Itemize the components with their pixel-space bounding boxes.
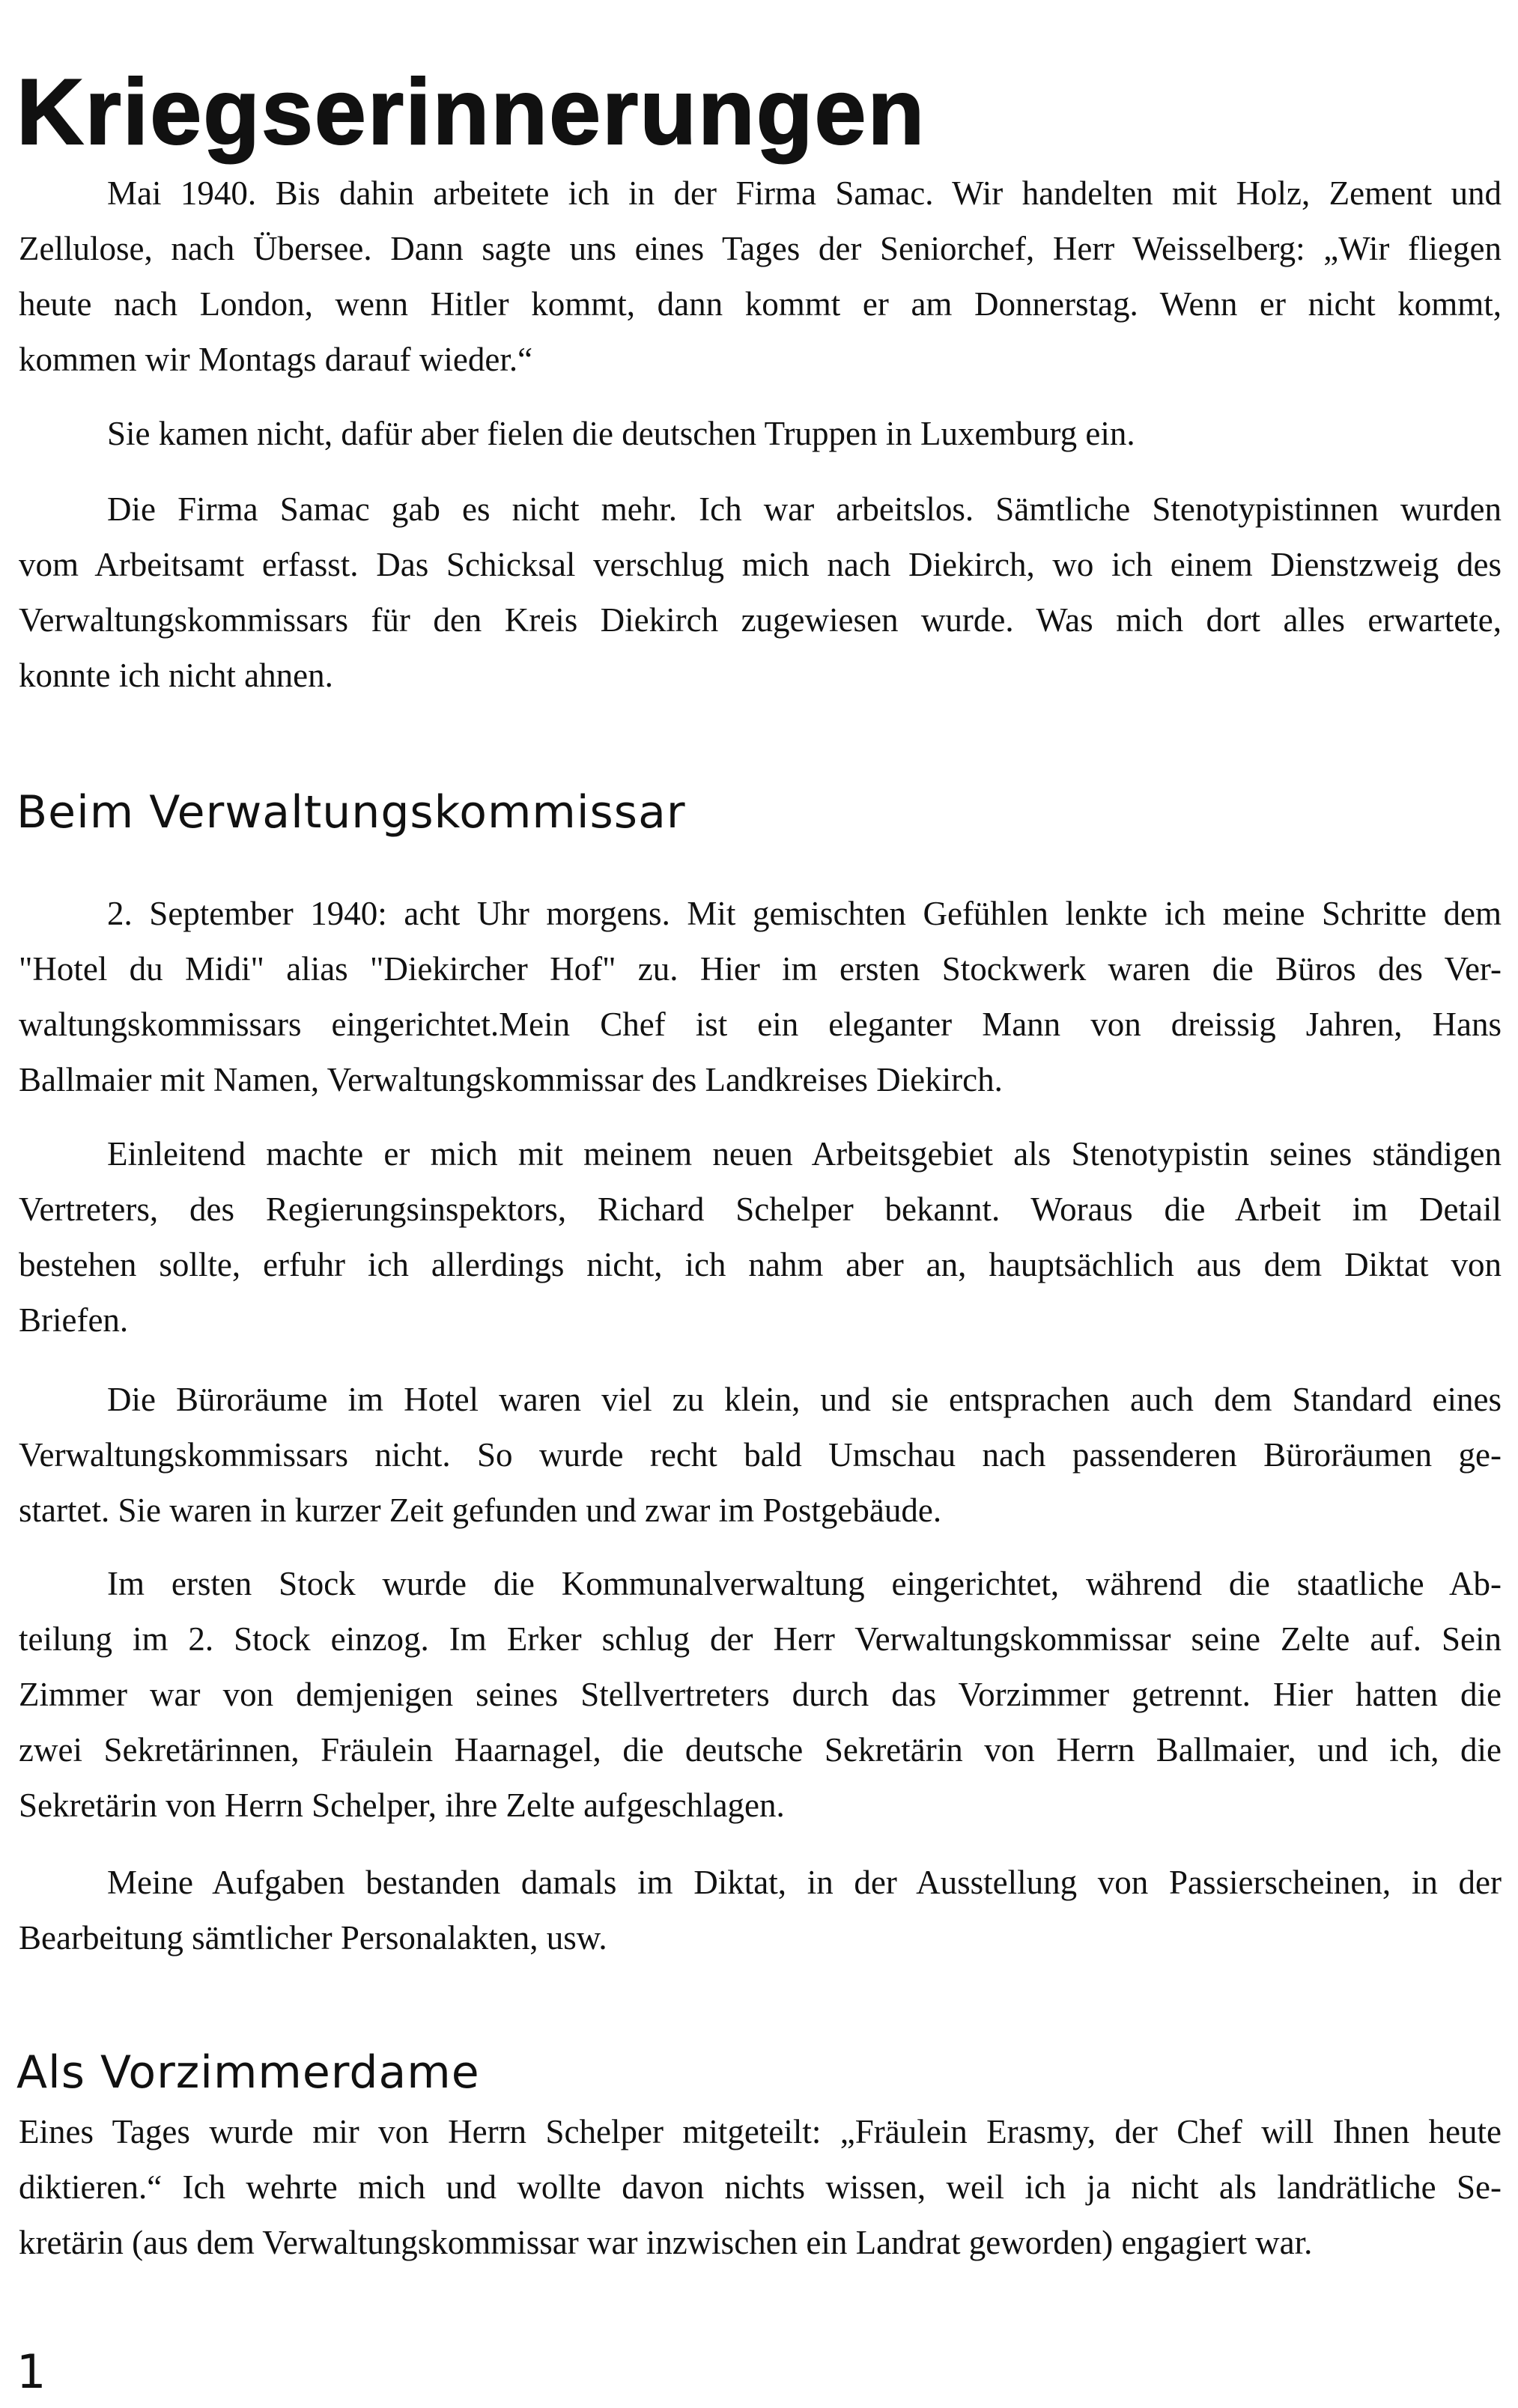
text-line: bestehen sollte, erfuhr ich allerdings nicht, ich nahm aber an, hauptsächlich aus dem Diktat von <box>19 1246 1502 1283</box>
text-line: Mai 1940. Bis dahin arbeitete ich in der Firma Samac. Wir handelten mit Holz, Zement und <box>107 174 1502 212</box>
text-line: 2. September 1940: acht Uhr morgens. Mit gemischten Gefühlen lenkte ich meine Schritte dem <box>107 895 1502 932</box>
section-heading: Beim Verwaltungskommissar <box>16 786 686 839</box>
text-line: Briefen. <box>19 1301 129 1339</box>
text-line: heute nach London, wenn Hitler kommt, dann kommt er am Donnerstag. Wenn er nicht kommt, <box>19 285 1502 323</box>
text-line: Verwaltungskommissars für den Kreis Diekirch zugewiesen wurde. Was mich dort alles erwartete, <box>19 601 1502 639</box>
text-line: "Hotel du Midi" alias "Diekircher Hof" zu. Hier im ersten Stockwerk waren die Büros des Ver- <box>19 950 1502 988</box>
paragraph <box>19 165 1502 387</box>
text-line: teilung im 2. Stock einzog. Im Erker schlug der Herr Verwaltungskommissar seine Zelte auf. Sein <box>19 1620 1502 1658</box>
page-title: Kriegserinnerungen <box>16 61 926 165</box>
text-line: Die Firma Samac gab es nicht mehr. Ich war arbeitslos. Sämtliche Stenotypistinnen wurden <box>107 490 1502 528</box>
paragraph <box>19 481 1502 703</box>
section-heading: Als Vorzimmerdame <box>16 2046 480 2099</box>
paragraph <box>19 1372 1502 1538</box>
text-line: vom Arbeitsamt erfasst. Das Schicksal verschlug mich nach Diekirch, wo ich einem Dienstzweig des <box>19 546 1502 583</box>
text-line: Die Büroräume im Hotel waren viel zu klein, und sie entsprachen auch dem Standard eines <box>107 1381 1502 1418</box>
text-line: waltungskommissars eingerichtet.Mein Chef ist ein eleganter Mann von dreissig Jahren, Hans <box>19 1006 1502 1043</box>
text-line: Verwaltungskommissars nicht. So wurde recht bald Umschau nach passenderen Büroräumen ge- <box>19 1436 1502 1474</box>
text-line: kretärin (aus dem Verwaltungskommissar war inzwischen ein Landrat geworden) engagiert war. <box>19 2224 1313 2261</box>
text-line: Einleitend machte er mich mit meinem neuen Arbeitsgebiet als Stenotypistin seines ständigen <box>107 1135 1502 1173</box>
text-line: Zimmer war von demjenigen seines Stellvertreters durch das Vorzimmer getrennt. Hier hatten die <box>19 1676 1502 1713</box>
text-line: Im ersten Stock wurde die Kommunalverwaltung eingerichtet, während die staatliche Ab- <box>107 1565 1502 1602</box>
paragraph <box>19 886 1502 1107</box>
text-line: diktieren.“ Ich wehrte mich und wollte davon nichts wissen, weil ich ja nicht als landrätliche Se- <box>19 2168 1502 2206</box>
text-line: Sekretärin von Herrn Schelper, ihre Zelte aufgeschlagen. <box>19 1787 785 1824</box>
text-line: Bearbeitung sämtlicher Personalakten, usw. <box>19 1919 607 1956</box>
text-line: startet. Sie waren in kurzer Zeit gefunden und zwar im Postgebäude. <box>19 1492 942 1529</box>
paragraph <box>19 406 1502 461</box>
text-line: Ballmaier mit Namen, Verwaltungskommissar des Landkreises Diekirch. <box>19 1061 1003 1098</box>
text-line: Meine Aufgaben bestanden damals im Diktat, in der Ausstellung von Passierscheinen, in der <box>107 1864 1502 1901</box>
text-line: zwei Sekretärinnen, Fräulein Haarnagel, die deutsche Sekretärin von Herrn Ballmaier, und ich, die <box>19 1731 1502 1769</box>
text-line: Vertreters, des Regierungsinspektors, Richard Schelper bekannt. Woraus die Arbeit im Detail <box>19 1191 1502 1228</box>
text-line: Zellulose, nach Übersee. Dann sagte uns eines Tages der Seniorchef, Herr Weisselberg: „Wir fliegen <box>19 230 1502 267</box>
paragraph <box>19 1556 1502 1833</box>
paragraph <box>19 1126 1502 1348</box>
text-line: Sie kamen nicht, dafür aber fielen die deutschen Truppen in Luxemburg ein. <box>107 415 1135 452</box>
text-line: konnte ich nicht ahnen. <box>19 657 333 694</box>
paragraph <box>19 1855 1502 1965</box>
text-line: Eines Tages wurde mir von Herrn Schelper mitgeteilt: „Fräulein Erasmy, der Chef will Ihnen heute <box>19 2113 1502 2150</box>
page-number: 1 <box>16 2344 46 2399</box>
text-line: kommen wir Montags darauf wieder.“ <box>19 341 533 378</box>
paragraph <box>19 2104 1502 2270</box>
